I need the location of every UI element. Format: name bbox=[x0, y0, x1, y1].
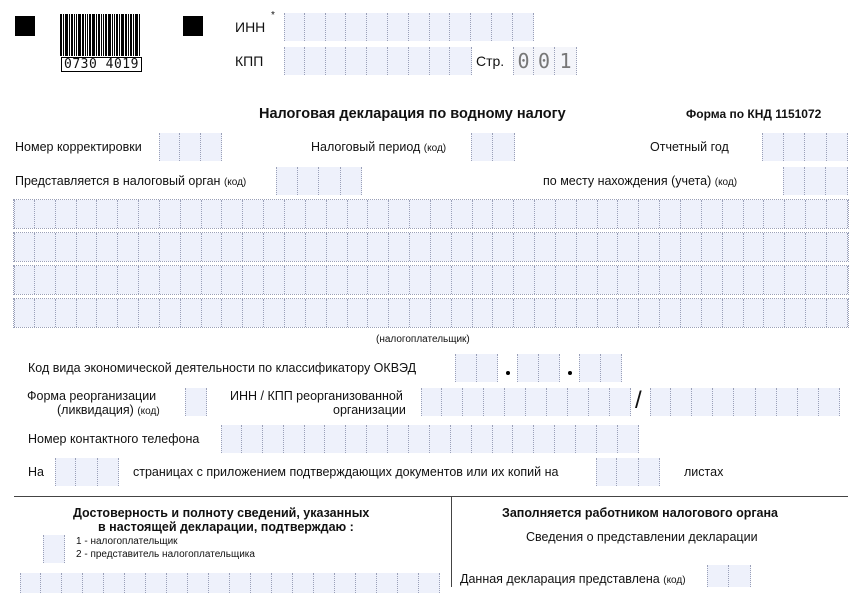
char-cell bbox=[285, 299, 306, 327]
char-cell bbox=[264, 266, 285, 294]
char-cell bbox=[513, 425, 534, 453]
char-cell bbox=[14, 266, 35, 294]
char-cell bbox=[744, 266, 765, 294]
char-cell bbox=[368, 299, 389, 327]
char-cell bbox=[827, 233, 848, 261]
char-cell bbox=[713, 388, 734, 416]
char-cell bbox=[577, 233, 598, 261]
char-cell bbox=[202, 266, 223, 294]
section-divider bbox=[14, 496, 848, 497]
char-cell bbox=[744, 233, 765, 261]
char-cell bbox=[77, 266, 98, 294]
char-cell bbox=[598, 299, 619, 327]
char-cell bbox=[230, 573, 251, 593]
period-label-text: Налоговый период bbox=[311, 140, 421, 154]
confirm-heading-line-1: Достоверность и полноту сведений, указанных bbox=[73, 506, 370, 520]
char-cell bbox=[505, 388, 526, 416]
char-cell bbox=[431, 266, 452, 294]
char-cell bbox=[202, 200, 223, 228]
char-cell bbox=[598, 233, 619, 261]
char-cell bbox=[431, 200, 452, 228]
char-cell bbox=[702, 299, 723, 327]
char-cell bbox=[389, 266, 410, 294]
char-cell bbox=[744, 299, 765, 327]
char-cell bbox=[327, 200, 348, 228]
authority-label-text: Представляется в налоговый орган bbox=[15, 174, 221, 188]
char-cell bbox=[785, 299, 806, 327]
char-cell bbox=[723, 233, 744, 261]
char-cell bbox=[493, 200, 514, 228]
char-cell bbox=[785, 266, 806, 294]
kpp-field[interactable] bbox=[284, 47, 472, 75]
char-cell bbox=[723, 299, 744, 327]
char-cell bbox=[242, 425, 263, 453]
char-cell bbox=[723, 200, 744, 228]
char-cell bbox=[473, 233, 494, 261]
location-code-field[interactable] bbox=[783, 167, 848, 195]
char-cell bbox=[327, 233, 348, 261]
char-cell bbox=[650, 388, 671, 416]
form-code: Форма по КНД 1151072 bbox=[686, 107, 822, 121]
char-cell bbox=[514, 266, 535, 294]
char-cell bbox=[785, 200, 806, 228]
char-cell bbox=[431, 233, 452, 261]
char-cell bbox=[534, 425, 555, 453]
char-cell bbox=[389, 299, 410, 327]
char-cell bbox=[14, 299, 35, 327]
char-cell bbox=[681, 200, 702, 228]
char-cell bbox=[756, 388, 777, 416]
char-cell bbox=[463, 388, 484, 416]
char-cell bbox=[389, 200, 410, 228]
char-cell bbox=[35, 266, 56, 294]
char-cell bbox=[451, 425, 472, 453]
char-cell bbox=[160, 266, 181, 294]
char-cell bbox=[806, 266, 827, 294]
char-cell bbox=[618, 299, 639, 327]
char-cell bbox=[264, 299, 285, 327]
submitted-label-text: Данная декларация представлена bbox=[460, 572, 660, 586]
char-cell bbox=[535, 233, 556, 261]
char-cell bbox=[556, 299, 577, 327]
char-cell bbox=[335, 573, 356, 593]
char-cell bbox=[56, 200, 77, 228]
taxpayer-name-row-1[interactable] bbox=[14, 200, 848, 228]
char-cell bbox=[827, 299, 848, 327]
char-cell bbox=[577, 200, 598, 228]
char-cell bbox=[472, 425, 493, 453]
char-cell bbox=[97, 233, 118, 261]
phone-field[interactable] bbox=[221, 425, 639, 453]
char-cell bbox=[618, 233, 639, 261]
char-cell bbox=[377, 573, 398, 593]
page-number-field[interactable] bbox=[513, 47, 577, 75]
char-cell bbox=[410, 233, 431, 261]
char-cell bbox=[367, 425, 388, 453]
char-cell bbox=[160, 299, 181, 327]
char-cell bbox=[764, 299, 785, 327]
char-cell bbox=[202, 299, 223, 327]
section-vertical-divider bbox=[451, 496, 452, 587]
char-cell bbox=[77, 299, 98, 327]
char-cell bbox=[639, 299, 660, 327]
taxpayer-name-row-3[interactable] bbox=[14, 266, 848, 294]
char-cell bbox=[272, 573, 293, 593]
inn-field[interactable] bbox=[284, 13, 534, 41]
char-cell bbox=[222, 200, 243, 228]
location-label bbox=[543, 174, 737, 189]
char-cell bbox=[556, 266, 577, 294]
char-cell bbox=[442, 388, 463, 416]
reorg-inn-field[interactable] bbox=[421, 388, 631, 416]
char-cell bbox=[702, 200, 723, 228]
char-cell bbox=[660, 200, 681, 228]
corner-marker-left bbox=[15, 16, 35, 36]
char-cell bbox=[806, 233, 827, 261]
confirm-heading-line-2: в настоящей декларации, подтверждаю : bbox=[98, 520, 354, 534]
char-cell bbox=[388, 425, 409, 453]
barcode-number: 0730 4019 bbox=[61, 57, 142, 72]
reorg-kpp-field[interactable] bbox=[650, 388, 840, 416]
char-cell bbox=[702, 266, 723, 294]
char-cell bbox=[97, 266, 118, 294]
char-cell bbox=[139, 233, 160, 261]
inn-asterisk: * bbox=[271, 10, 275, 21]
char-cell bbox=[306, 299, 327, 327]
okved-part-1[interactable] bbox=[455, 354, 498, 382]
char-cell bbox=[639, 233, 660, 261]
tax-period-field[interactable] bbox=[471, 133, 515, 161]
char-cell bbox=[306, 233, 327, 261]
char-cell bbox=[702, 233, 723, 261]
char-cell bbox=[409, 425, 430, 453]
char-cell bbox=[104, 573, 125, 593]
char-cell bbox=[618, 425, 639, 453]
char-cell bbox=[452, 266, 473, 294]
char-cell bbox=[547, 388, 568, 416]
char-cell bbox=[681, 266, 702, 294]
reorg-form-field[interactable] bbox=[185, 388, 207, 416]
char-cell bbox=[83, 573, 104, 593]
okved-separator-dot bbox=[506, 371, 510, 375]
char-cell bbox=[348, 299, 369, 327]
char-cell bbox=[306, 200, 327, 228]
char-cell bbox=[764, 233, 785, 261]
signer-option-1: 1 - налогоплательщик bbox=[76, 536, 178, 547]
char-cell bbox=[284, 425, 305, 453]
char-cell bbox=[181, 200, 202, 228]
char-cell bbox=[118, 233, 139, 261]
char-cell bbox=[346, 425, 367, 453]
reorg-inn-label-line-1: ИНН / КПП реорганизованной bbox=[230, 389, 403, 403]
char-cell bbox=[639, 266, 660, 294]
signer-type-field[interactable] bbox=[43, 535, 65, 563]
char-cell bbox=[421, 388, 442, 416]
char-cell bbox=[160, 200, 181, 228]
char-cell bbox=[118, 200, 139, 228]
char-cell bbox=[618, 200, 639, 228]
char-cell bbox=[452, 233, 473, 261]
char-cell bbox=[222, 266, 243, 294]
char-cell bbox=[14, 233, 35, 261]
char-cell bbox=[639, 200, 660, 228]
char-cell bbox=[181, 233, 202, 261]
char-cell bbox=[660, 266, 681, 294]
char-cell bbox=[285, 266, 306, 294]
char-cell bbox=[202, 233, 223, 261]
char-cell bbox=[806, 299, 827, 327]
char-cell bbox=[764, 266, 785, 294]
correction-label: Номер корректировки bbox=[15, 140, 142, 154]
char-cell bbox=[35, 299, 56, 327]
char-cell bbox=[526, 388, 547, 416]
char-cell bbox=[723, 266, 744, 294]
char-cell bbox=[398, 573, 419, 593]
period-label bbox=[311, 140, 446, 155]
char-cell bbox=[77, 200, 98, 228]
char-cell bbox=[819, 388, 840, 416]
page-digit: 1 bbox=[555, 47, 577, 75]
char-cell bbox=[243, 200, 264, 228]
char-cell bbox=[146, 573, 167, 593]
char-cell bbox=[181, 299, 202, 327]
char-cell bbox=[327, 299, 348, 327]
char-cell bbox=[576, 425, 597, 453]
char-cell bbox=[473, 200, 494, 228]
okved-part-3[interactable] bbox=[579, 354, 622, 382]
char-cell bbox=[263, 425, 284, 453]
char-cell bbox=[410, 266, 431, 294]
reorg-label-line-1: Форма реорганизации bbox=[27, 389, 157, 403]
reorg-code-hint: (код) bbox=[137, 406, 160, 417]
char-cell bbox=[744, 200, 765, 228]
char-cell bbox=[389, 233, 410, 261]
char-cell bbox=[535, 266, 556, 294]
char-cell bbox=[243, 299, 264, 327]
char-cell bbox=[568, 388, 589, 416]
char-cell bbox=[41, 573, 62, 593]
okved-separator-dot bbox=[568, 371, 572, 375]
okved-part-2[interactable] bbox=[517, 354, 560, 382]
char-cell bbox=[535, 299, 556, 327]
signer-name-row[interactable] bbox=[20, 573, 440, 593]
char-cell bbox=[35, 233, 56, 261]
signer-option-2: 2 - представитель налогоплательщика bbox=[76, 549, 255, 560]
char-cell bbox=[431, 299, 452, 327]
char-cell bbox=[222, 299, 243, 327]
submission-method-field[interactable] bbox=[707, 565, 751, 587]
char-cell bbox=[493, 266, 514, 294]
char-cell bbox=[35, 200, 56, 228]
char-cell bbox=[251, 573, 272, 593]
char-cell bbox=[777, 388, 798, 416]
sheets-count-field[interactable] bbox=[596, 458, 660, 486]
inn-label: ИНН bbox=[235, 19, 266, 35]
char-cell bbox=[14, 200, 35, 228]
okved-label: Код вида экономической деятельности по классификатору ОКВЭД bbox=[28, 361, 417, 375]
char-cell bbox=[598, 266, 619, 294]
char-cell bbox=[452, 299, 473, 327]
char-cell bbox=[556, 200, 577, 228]
char-cell bbox=[243, 233, 264, 261]
char-cell bbox=[314, 573, 335, 593]
submission-info-subheading: Сведения о представлении декларации bbox=[526, 530, 758, 544]
char-cell bbox=[692, 388, 713, 416]
pages-prefix: На bbox=[28, 465, 44, 479]
char-cell bbox=[77, 233, 98, 261]
char-cell bbox=[118, 299, 139, 327]
char-cell bbox=[348, 233, 369, 261]
char-cell bbox=[493, 425, 514, 453]
year-label: Отчетный год bbox=[650, 140, 729, 154]
taxpayer-name-row-2[interactable] bbox=[14, 233, 848, 261]
char-cell bbox=[618, 266, 639, 294]
char-cell bbox=[285, 233, 306, 261]
char-cell bbox=[209, 573, 230, 593]
char-cell bbox=[348, 200, 369, 228]
page-label: Стр. bbox=[476, 53, 505, 69]
char-cell bbox=[764, 200, 785, 228]
correction-number-field[interactable] bbox=[159, 133, 222, 161]
char-cell bbox=[368, 233, 389, 261]
char-cell bbox=[56, 266, 77, 294]
char-cell bbox=[56, 233, 77, 261]
char-cell bbox=[473, 266, 494, 294]
char-cell bbox=[798, 388, 819, 416]
char-cell bbox=[167, 573, 188, 593]
char-cell bbox=[577, 299, 598, 327]
char-cell bbox=[827, 266, 848, 294]
char-cell bbox=[556, 233, 577, 261]
char-cell bbox=[555, 425, 576, 453]
location-label-text: по месту нахождения (учета) bbox=[543, 174, 712, 188]
char-cell bbox=[325, 425, 346, 453]
char-cell bbox=[473, 299, 494, 327]
pages-count-field[interactable] bbox=[55, 458, 119, 486]
char-cell bbox=[410, 200, 431, 228]
taxpayer-caption: (налогоплательщик) bbox=[376, 334, 470, 345]
char-cell bbox=[430, 425, 451, 453]
char-cell bbox=[306, 266, 327, 294]
char-cell bbox=[806, 200, 827, 228]
taxpayer-name-row-4[interactable] bbox=[14, 299, 848, 327]
char-cell bbox=[493, 233, 514, 261]
reorg-label-text: (ликвидация) bbox=[57, 403, 134, 417]
char-cell bbox=[97, 200, 118, 228]
char-cell bbox=[20, 573, 41, 593]
char-cell bbox=[734, 388, 755, 416]
char-cell bbox=[535, 200, 556, 228]
reporting-year-field[interactable] bbox=[762, 133, 848, 161]
submitted-label bbox=[460, 572, 686, 587]
char-cell bbox=[514, 233, 535, 261]
char-cell bbox=[610, 388, 631, 416]
kpp-label: КПП bbox=[235, 53, 264, 69]
char-cell bbox=[264, 200, 285, 228]
char-cell bbox=[97, 299, 118, 327]
pages-suffix: листах bbox=[684, 465, 724, 479]
char-cell bbox=[827, 200, 848, 228]
char-cell bbox=[305, 425, 326, 453]
char-cell bbox=[125, 573, 146, 593]
page-digit: 0 bbox=[534, 47, 555, 75]
period-code-hint: (код) bbox=[423, 143, 447, 154]
char-cell bbox=[285, 200, 306, 228]
page-digit: 0 bbox=[513, 47, 534, 75]
char-cell bbox=[681, 299, 702, 327]
tax-officer-heading: Заполняется работником налогового органа bbox=[502, 506, 779, 520]
char-cell bbox=[139, 200, 160, 228]
reorg-inn-label-line-2: организации bbox=[333, 403, 406, 417]
reorg-label-line-2 bbox=[57, 403, 160, 418]
char-cell bbox=[660, 299, 681, 327]
char-cell bbox=[264, 233, 285, 261]
char-cell bbox=[785, 233, 806, 261]
char-cell bbox=[243, 266, 264, 294]
char-cell bbox=[139, 266, 160, 294]
char-cell bbox=[221, 425, 242, 453]
char-cell bbox=[139, 299, 160, 327]
char-cell bbox=[160, 233, 181, 261]
char-cell bbox=[419, 573, 440, 593]
barcode bbox=[60, 14, 156, 56]
authority-label bbox=[15, 174, 246, 189]
char-cell bbox=[589, 388, 610, 416]
char-cell bbox=[368, 266, 389, 294]
inn-kpp-separator-slash: / bbox=[635, 387, 642, 414]
char-cell bbox=[577, 266, 598, 294]
char-cell bbox=[188, 573, 209, 593]
char-cell bbox=[348, 266, 369, 294]
char-cell bbox=[410, 299, 431, 327]
char-cell bbox=[368, 200, 389, 228]
char-cell bbox=[484, 388, 505, 416]
form-title: Налоговая декларация по водному налогу bbox=[259, 106, 566, 122]
char-cell bbox=[514, 200, 535, 228]
char-cell bbox=[597, 425, 618, 453]
authority-code-hint: (код) bbox=[223, 177, 247, 188]
char-cell bbox=[222, 233, 243, 261]
location-code-hint: (код) bbox=[714, 177, 738, 188]
char-cell bbox=[356, 573, 377, 593]
char-cell bbox=[293, 573, 314, 593]
char-cell bbox=[181, 266, 202, 294]
tax-authority-field[interactable] bbox=[276, 167, 362, 195]
char-cell bbox=[671, 388, 692, 416]
char-cell bbox=[56, 299, 77, 327]
char-cell bbox=[493, 299, 514, 327]
char-cell bbox=[660, 233, 681, 261]
char-cell bbox=[681, 233, 702, 261]
phone-label: Номер контактного телефона bbox=[28, 432, 200, 446]
char-cell bbox=[514, 299, 535, 327]
char-cell bbox=[118, 266, 139, 294]
char-cell bbox=[598, 200, 619, 228]
char-cell bbox=[452, 200, 473, 228]
corner-marker-right bbox=[183, 16, 203, 36]
char-cell bbox=[327, 266, 348, 294]
pages-middle-text: страницах с приложением подтверждающих документов или их копий на bbox=[133, 465, 559, 479]
char-cell bbox=[62, 573, 83, 593]
submitted-code-hint: (код) bbox=[663, 575, 686, 586]
